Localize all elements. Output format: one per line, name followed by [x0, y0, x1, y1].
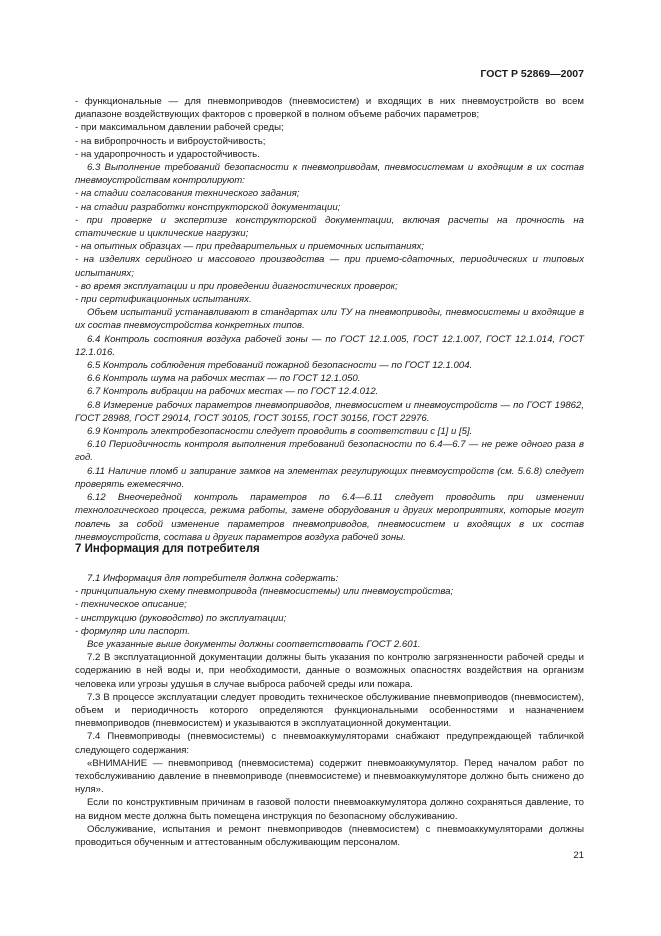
paragraph: 6.11 Наличие пломб и запирание замков на элементах регулирующих пневмоустройств (см. 5.6.8) следует проверять ежемесячно.: [75, 465, 584, 490]
paragraph: - на стадии разработки конструкторской документации;: [75, 201, 341, 213]
paragraph: 7.1 Информация для потребителя должна содержать:: [87, 573, 339, 584]
section-7-heading: 7 Информация для потребителя: [75, 543, 260, 555]
paragraph: Если по конструктивным причинам в газовой полости пневмоаккумулятора должно сохраняться давление, то на видном месте должна быть помещена инструкция по безопасному обслуживанию.: [75, 797, 584, 822]
paragraph: Все указанные выше документы должны соответствовать ГОСТ 2.601.: [87, 639, 421, 651]
paragraph: Обслуживание, испытания и ремонт пневмоприводов (пневмосистем) с пневмоаккумуляторами должны проводиться обученным и аттестованным обслуживающим персоналом.: [75, 823, 584, 849]
paragraph: - на стадии согласования технического задания;: [75, 188, 300, 200]
paragraph: - инструкцию (руководство) по эксплуатации;: [75, 612, 287, 624]
paragraph: 6.9 Контроль электробезопасности следует проводить в соответствии с [1] и [5].: [87, 426, 473, 438]
paragraph: - при проверке и экспертизе конструкторской документации, включая расчеты на прочность на статические и циклические нагрузки;: [75, 214, 584, 240]
standard-header: ГОСТ Р 52869—2007: [480, 68, 584, 80]
paragraph: - на опытных образцах — при предварительных и приемочных испытаниях;: [75, 241, 425, 253]
paragraph: - функциональные — для пневмоприводов (пневмосистем) и входящих в них пневмоустройств во всем диапазоне воздействующих факторов с проверкой в полном объеме рабочих параметров;: [75, 96, 584, 121]
paragraph: 6.10 Периодичность контроля выполнения требований безопасности по 6.4—6.7 — не реже одного раза в год.: [75, 439, 584, 464]
paragraph: 6.4 Контроль состояния воздуха рабочей зоны — по ГОСТ 12.1.005, ГОСТ 12.1.007, ГОСТ 12.1.014, ГОСТ 12.1.016.: [75, 333, 584, 358]
paragraph: - на вибропрочность и виброустойчивость;: [75, 135, 266, 147]
paragraph: 7.2 В эксплуатационной документации должны быть указания по контролю загрязненности рабочей среды и содержанию в ней воды и, при необходимости, данные о возможных опасностях воздействия на организм человека или угрозы удушья в случае выброса рабочей среды или пожара.: [75, 652, 584, 690]
paragraph: - принципиальную схему пневмопривода (пневмосистемы) или пневмоустройства;: [75, 586, 454, 598]
paragraph: - техническое описание;: [75, 599, 187, 611]
paragraph: - на изделиях серийного и массового производства — при приемо-сдаточных, периодических и типовых испытаниях;: [75, 254, 584, 279]
paragraph: «ВНИМАНИЕ — пневмопривод (пневмосистема) содержит пневмоаккумулятор. Перед началом работ по техобслуживанию давление в пневмоприводе (пневмосистеме) и пневмоаккумуляторе должно быть снижено до нуля».: [75, 757, 584, 796]
paragraph: - при сертификационных испытаниях.: [75, 294, 252, 306]
paragraph: - при максимальном давлении рабочей среды;: [75, 122, 284, 134]
paragraph: 6.5 Контроль соблюдения требований пожарной безопасности — по ГОСТ 12.1.004.: [87, 360, 473, 372]
paragraph: 6.12 Внеочередной контроль параметров по 6.4—6.11 следует проводить при изменении технологического процесса, режима работы, замене оборудования и других мероприятиях, которые могут повлечь за собой изменение параметров пневмоприводов, пневмосистем и входящих в их состав пневмоустройств, состава и других параметров воздуха рабочей зоны.: [75, 492, 584, 543]
paragraph: - формуляр или паспорт.: [75, 625, 190, 637]
paragraph: 6.3 Выполнение требований безопасности к пневмоприводам, пневмосистемам и входящим в их состав пневмоустройствам контролируют:: [75, 162, 584, 187]
paragraph: 6.7 Контроль вибрации на рабочих местах — по ГОСТ 12.4.012.: [87, 386, 379, 398]
paragraph: 7.3 В процессе эксплуатации следует проводить техническое обслуживание пневмоприводов (пневмосистем), объем и периодичность которого определяются функциональными особенностями и назначением пневмоприводов (пневмосистем) и указываются в эксплуатационной документации.: [75, 691, 584, 730]
paragraph: Объем испытаний устанавливают в стандартах или ТУ на пневмоприводы, пневмосистемы и входящие в их состав пневмоустройства конкретных типов.: [75, 307, 584, 332]
section-7-text: [75, 572, 584, 849]
paragraph: 7.4 Пневмоприводы (пневмосистемы) с пневмоаккумуляторами снабжают предупреждающей табличкой следующего содержания:: [75, 731, 584, 756]
paragraph: - во время эксплуатации и при проведении диагностических проверок;: [75, 280, 398, 292]
paragraph: 6.6 Контроль шума на рабочих местах — по ГОСТ 12.1.050.: [87, 373, 361, 385]
page-number: 21: [573, 850, 584, 861]
paragraph: 6.8 Измерение рабочих параметров пневмоприводов, пневмосистем и пневмоустройств — по ГОСТ 19862, ГОСТ 28988, ГОСТ 29014, ГОСТ 30105, ГОСТ 30155, ГОСТ 30156, ГОСТ 22976.: [75, 399, 584, 424]
paragraph: - на ударопрочность и ударостойчивость.: [75, 148, 260, 160]
section-6-text: [75, 95, 584, 544]
